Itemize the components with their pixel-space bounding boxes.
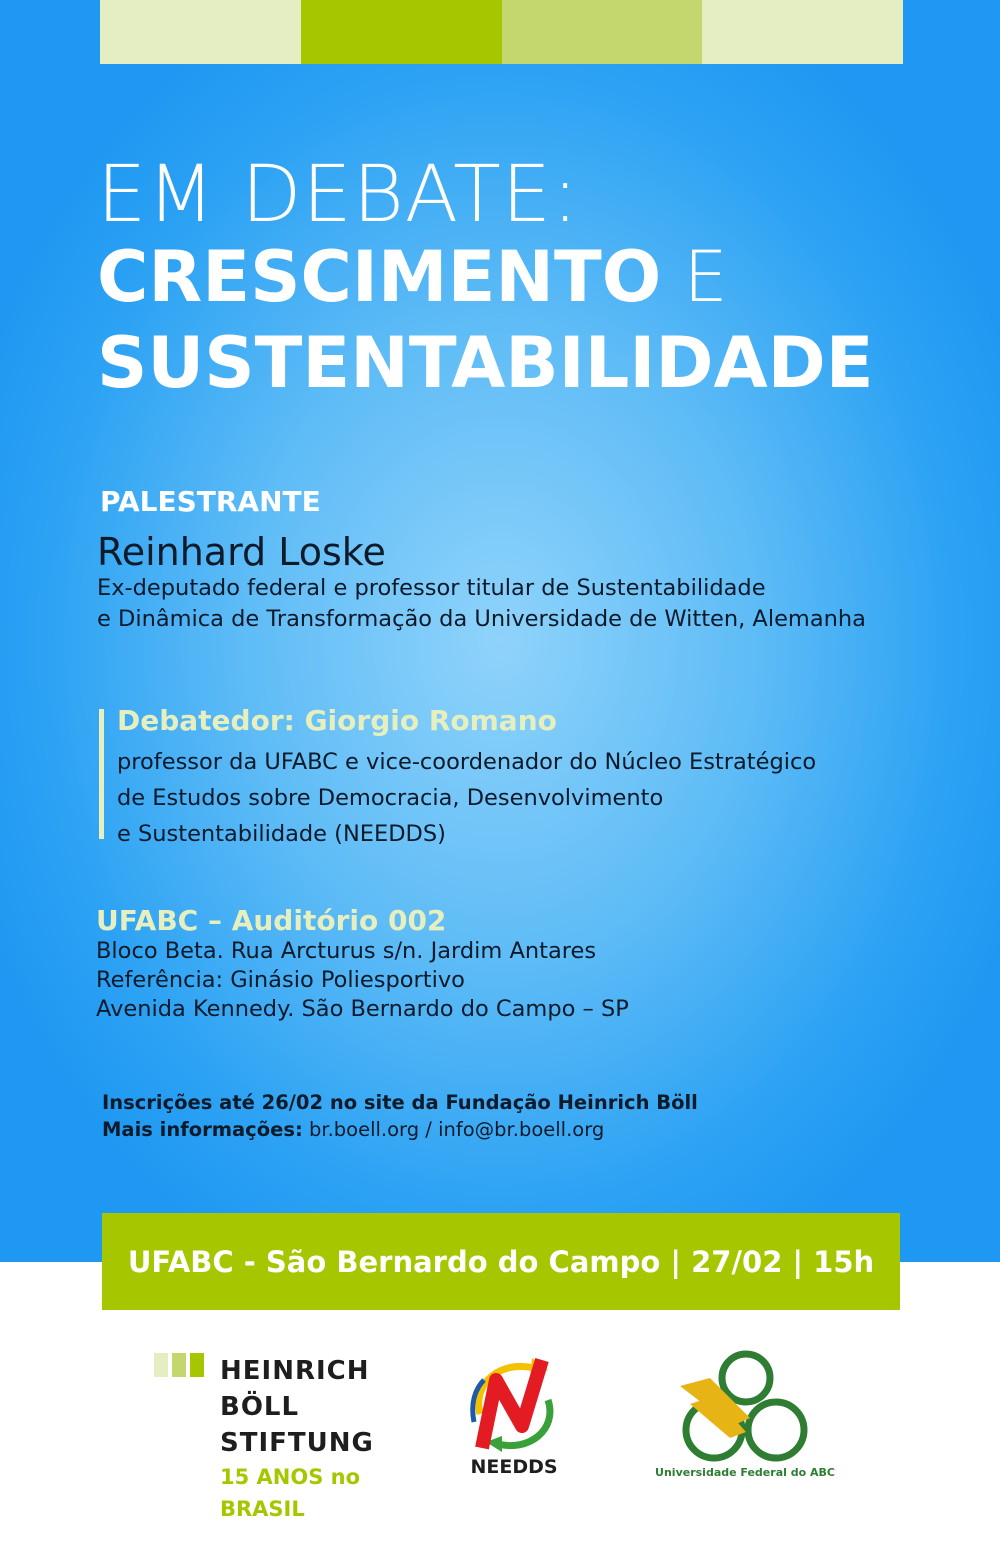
venue-title: UFABC – Auditório 002 — [96, 904, 447, 937]
title-line-3: SUSTENTABILIDADE — [97, 322, 874, 404]
ufabc-emblem-icon — [650, 1348, 840, 1464]
speaker-desc-line-2: e Dinâmica de Transformação da Universidade de Witten, Alemanha — [97, 606, 866, 632]
debater-desc-line-2: de Estudos sobre Democracia, Desenvolvimento — [117, 785, 664, 811]
date-location-bar: UFABC - São Bernardo do Campo | 27/02 | 15h — [102, 1213, 900, 1310]
hbs-line-3: STIFTUNG — [220, 1428, 374, 1458]
hbs-name — [220, 1353, 374, 1461]
hbs-line-1: HEINRICH — [220, 1356, 370, 1386]
more-info-links: br.boell.org / info@br.boell.org — [302, 1118, 605, 1141]
needds-emblem-icon — [462, 1352, 566, 1456]
speaker-description — [97, 573, 866, 635]
more-info-line — [102, 1116, 698, 1143]
title-line-2-light: E — [661, 236, 728, 318]
debater-description — [117, 744, 816, 852]
hbs-sub-line-2: BRASIL — [220, 1497, 305, 1521]
title-line-2-bold: CRESCIMENTO — [97, 236, 662, 318]
title-line-1: EM DEBATE: — [97, 150, 580, 240]
title-line-2 — [97, 236, 874, 328]
venue-line-1: Bloco Beta. Rua Arcturus s/n. Jardim Antares — [96, 938, 597, 964]
needds-name: NEEDDS — [470, 1456, 558, 1478]
more-info-label: Mais informações: — [102, 1118, 303, 1141]
venue-address — [96, 937, 629, 1024]
speaker-name: Reinhard Loske — [97, 530, 386, 574]
top-color-bar — [100, 0, 903, 64]
venue-line-2: Referência: Ginásio Poliesportivo — [96, 967, 465, 993]
hbs-squares-icon — [154, 1353, 204, 1377]
speaker-label: PALESTRANTE — [100, 485, 321, 518]
event-title — [97, 150, 874, 414]
debater-desc-line-1: professor da UFABC e vice-coordenador do Núcleo Estratégico — [117, 749, 817, 775]
hbs-sub-line-1: 15 ANOS no — [220, 1465, 361, 1489]
ufabc-name: Universidade Federal do ABC — [655, 1466, 835, 1479]
registration-line — [102, 1089, 698, 1116]
top-bar-segment-1 — [100, 0, 301, 64]
registration-text: Inscrições até 26/02 no site da Fundação Heinrich Böll — [102, 1091, 698, 1114]
hbs-line-2: BÖLL — [220, 1392, 300, 1422]
speaker-desc-line-1: Ex-deputado federal e professor titular de Sustentabilidade — [97, 575, 766, 601]
ufabc-logo — [650, 1348, 840, 1488]
venue-line-3: Avenida Kennedy. São Bernardo do Campo – SP — [96, 996, 629, 1022]
hbs-anniversary — [220, 1461, 360, 1525]
debater-accent-bar — [99, 709, 104, 839]
debater-desc-line-3: e Sustentabilidade (NEEDDS) — [117, 821, 446, 847]
top-bar-segment-2 — [301, 0, 502, 64]
debater-title: Debatedor: Giorgio Romano — [117, 704, 557, 737]
needds-logo — [462, 1352, 566, 1488]
registration-info — [102, 1089, 698, 1143]
top-bar-segment-4 — [702, 0, 903, 64]
top-bar-segment-3 — [502, 0, 703, 64]
